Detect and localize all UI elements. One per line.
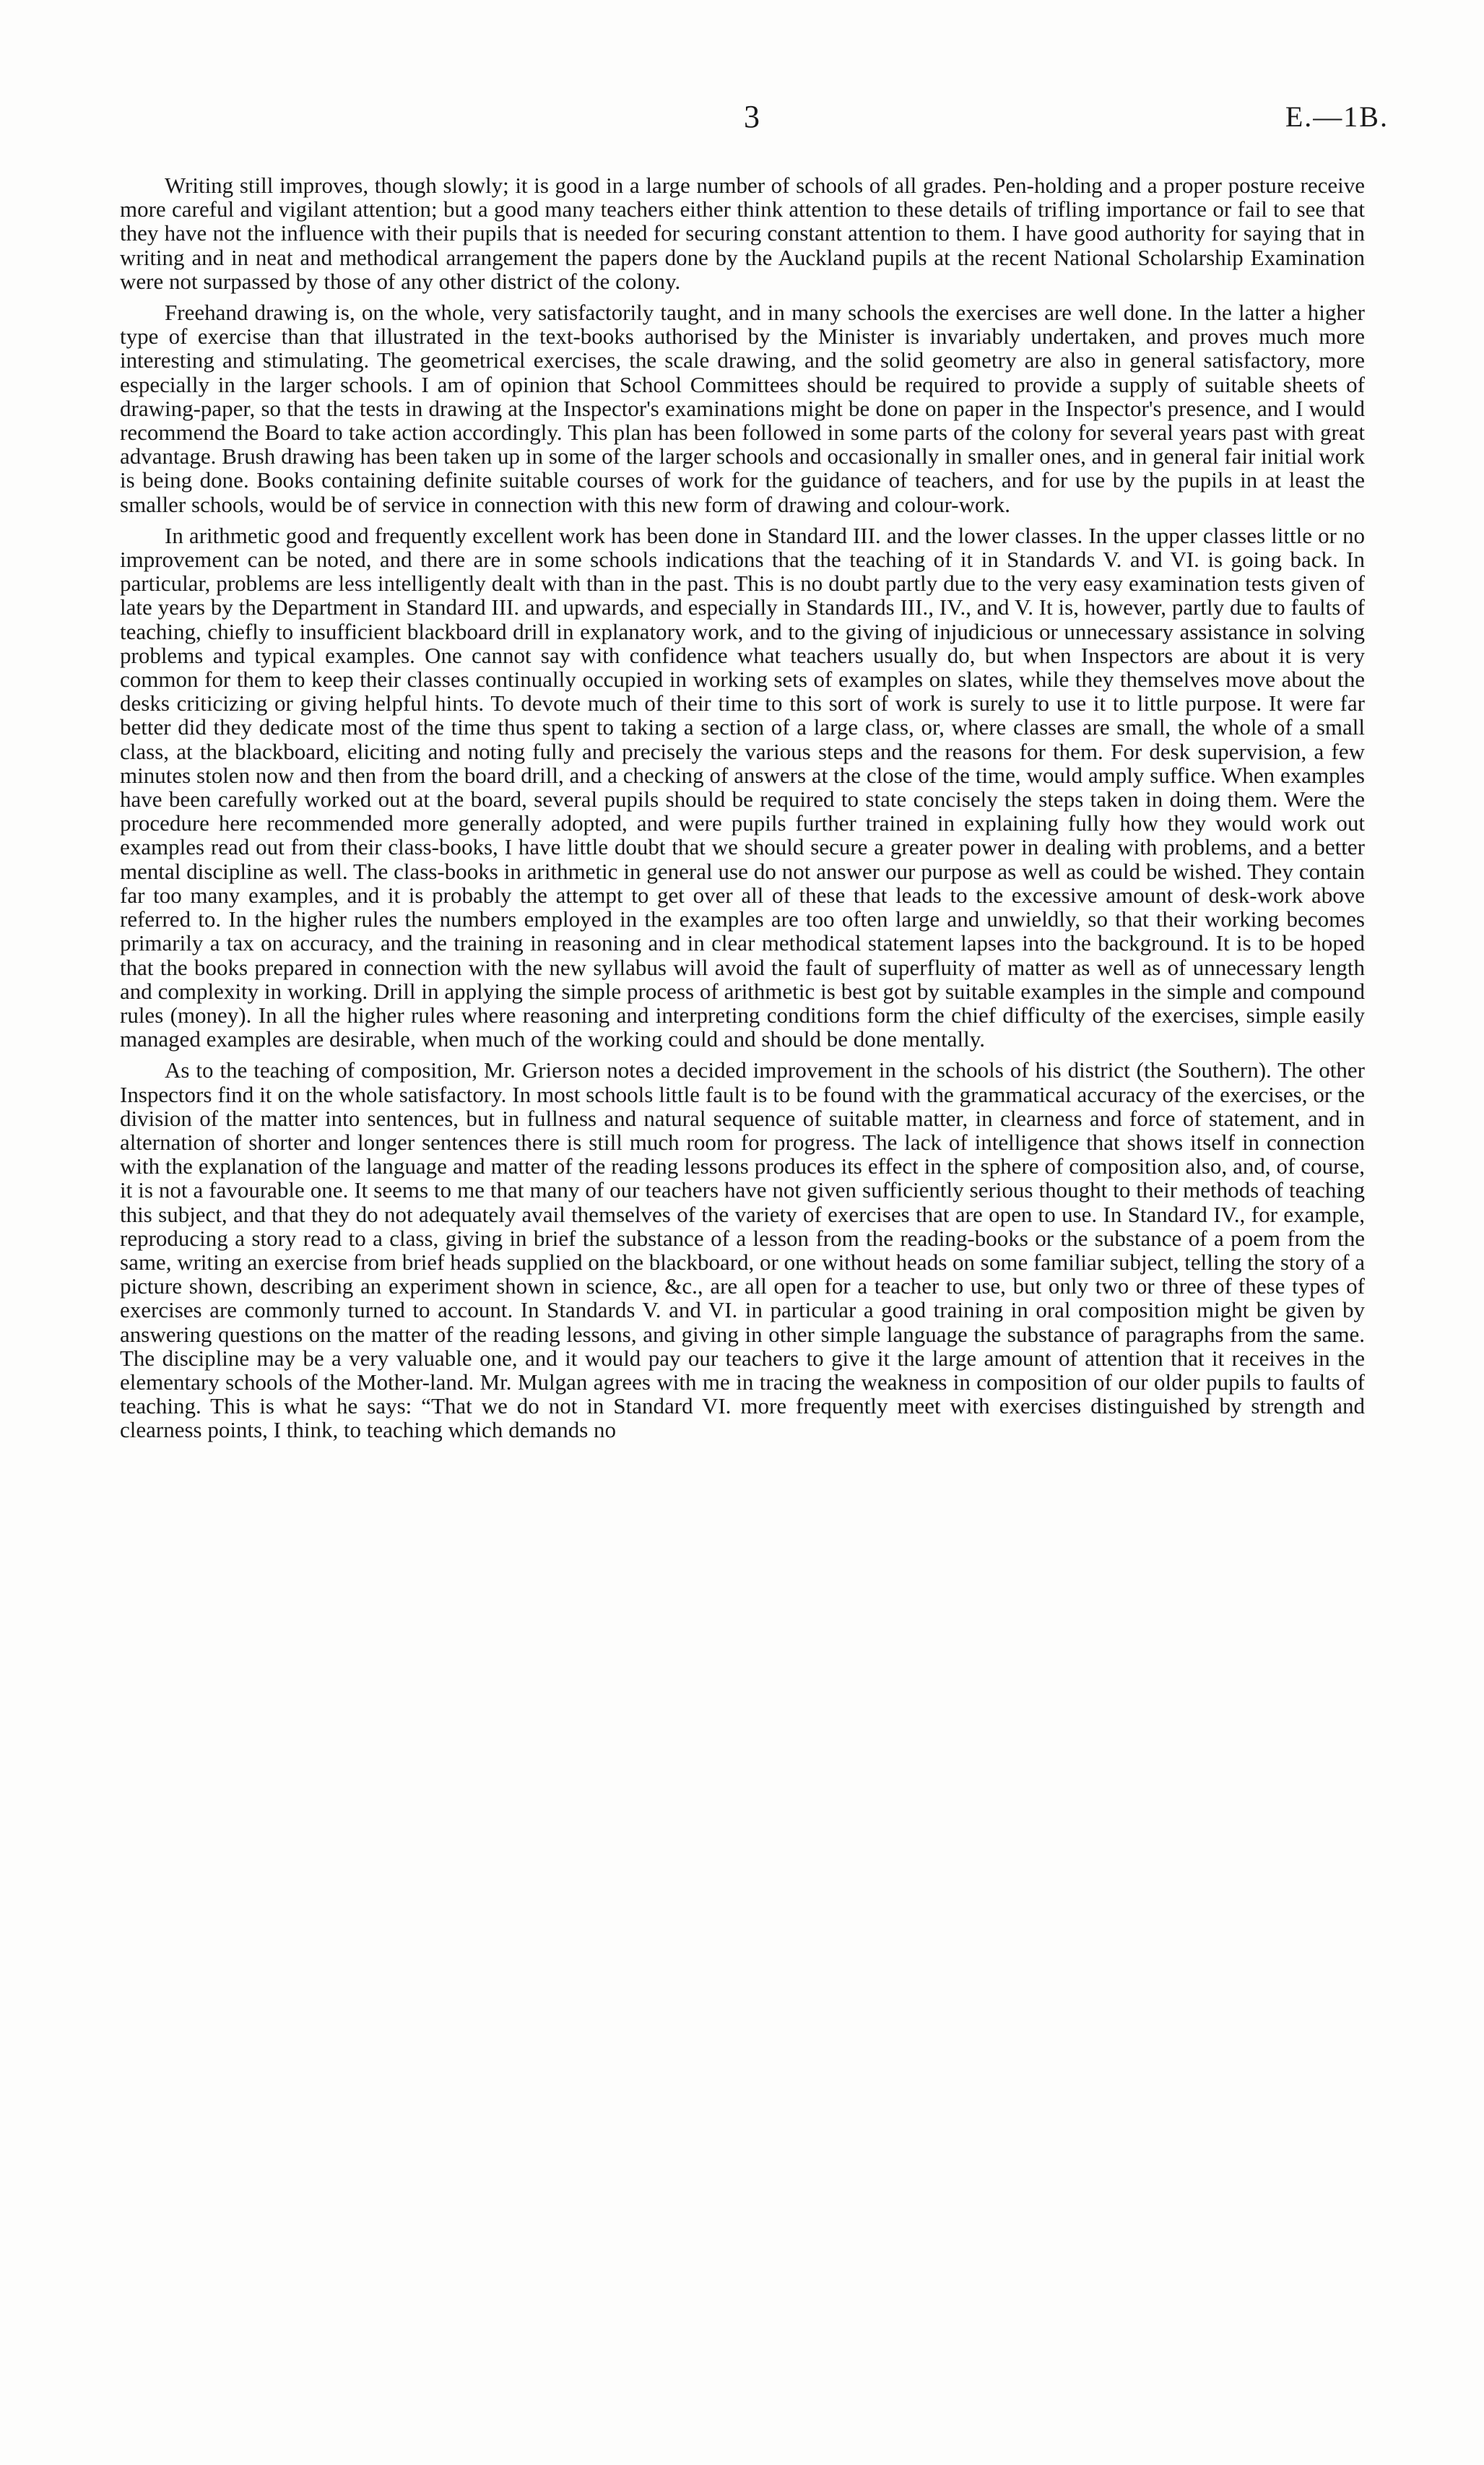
- document-code: E.—1B.: [1285, 100, 1389, 133]
- paragraph-writing: Writing still improves, though slowly; it is good in a large number of schools of all grades. Pen-holding and a proper posture receive more careful and vigilant attention; but a good many teachers either think attention to these details of trifling importance or fail to see that they have not the influence with their pupils that is needed for securing constant attention to them. I have good authority for saying that in writing and in neat and methodical arrangement the papers done by the Auckland pupils at the recent National Scholarship Examination were not surpassed by those of any other district of the colony.: [120, 173, 1365, 294]
- page-header: [0, 95, 1484, 139]
- paragraph-composition: As to the teaching of composition, Mr. Grierson notes a decided improvement in the schools of his district (the Southern). The other Inspectors find it on the whole satisfactory. In most schools little fault is to be found with the grammatical accuracy of the exercises, or the division of the matter into sentences, but in fullness and natural sequence of suitable matter, in clearness and force of statement, and in alternation of shorter and longer sentences there is still much room for progress. The lack of intelligence that shows itself in connection with the explanation of the language and matter of the reading lessons produces its effect in the sphere of composition also, and, of course, it is not a favourable one. It seems to me that many of our teachers have not given sufficiently serious thought to their methods of teaching this subject, and that they do not adequately avail themselves of the variety of exercises that are open to use. In Standard IV., for example, reproducing a story read to a class, giving in brief the substance of a lesson from the reading-books or the substance of a poem from the same, writing an exercise from brief heads supplied on the blackboard, or one without heads on some familiar subject, telling the story of a picture shown, describing an experiment shown in science, &c., are all open for a teacher to use, but only two or three of these types of exercises are commonly turned to account. In Standards V. and VI. in particular a good training in oral composition might be given by answering questions on the matter of the reading lessons, and giving in other simple language the substance of paragraphs from the same. The discipline may be a very valuable one, and it would pay our teachers to give it the large amount of attention that it receives in the elementary schools of the Mother-land. Mr. Mulgan agrees with me in tracing the weakness in composition of our older pupils to faults of teaching. This is what he says: “That we do not in Standard VI. more frequently meet with exercises distinguished by strength and clearness points, I think, to teaching which demands no: [120, 1057, 1365, 1443]
- paragraph-arithmetic: In arithmetic good and frequently excellent work has been done in Standard III. and the lower classes. In the upper classes little or no improvement can be noted, and there are in some schools indications that the teaching of it in Standards V. and VI. is going back. In particular, problems are less intelligently dealt with than in the past. This is no doubt partly due to the very easy examination tests given of late years by the Department in Standard III. and upwards, and especially in Standards III., IV., and V. It is, however, partly due to faults of teaching, chiefly to insufficient blackboard drill in explanatory work, and to the giving of injudicious or unnecessary assistance in solving problems and typical examples. One cannot say with confidence what teachers usually do, but when Inspectors are about it is very common for them to keep their classes continually occupied in working sets of examples on slates, while they themselves move about the desks criticizing or giving helpful hints. To devote much of their time to this sort of work is surely to use it to little purpose. It were far better did they dedicate most of the time thus spent to taking a section of a large class, or, where classes are small, the whole of a small class, at the blackboard, eliciting and noting fully and precisely the various steps and the reasons for them. For desk supervision, a few minutes stolen now and then from the board drill, and a checking of answers at the close of the time, would amply suffice. When examples have been carefully worked out at the board, several pupils should be required to state concisely the steps taken in doing them. Were the procedure here recommended more generally adopted, and were pupils further trained in explaining fully how they would work out examples read out from their class-books, I have little doubt that we should secure a greater power in dealing with problems, and a better mental discipline as well. The class-books in arithmetic in general use do not answer our purpose as well as could be wished. They contain far too many examples, and it is probably the attempt to get over all of these that leads to the excessive amount of desk-work above referred to. In the higher rules the numbers employed in the examples are too often large and unwieldly, so that their working becomes primarily a tax on accuracy, and the training in reasoning and in clear methodical statement lapses into the background. It is to be hoped that the books prepared in connection with the new syllabus will avoid the fault of superfluity of matter as well as of unnecessary length and complexity in working. Drill in applying the simple process of arithmetic is best got by suitable examples in the simple and compound rules (money). In all the higher rules where reasoning and interpreting conditions form the chief difficulty of the exercises, simple easily managed examples are desirable, when much of the working could and should be done mentally.: [120, 522, 1365, 1052]
- page-number: 3: [744, 99, 760, 134]
- body-text: [120, 173, 1365, 1450]
- paragraph-drawing: Freehand drawing is, on the whole, very satisfactorily taught, and in many schools the exercises are well done. In the latter a higher type of exercise than that illustrated in the text-books authorised by the Minister is invariably undertaken, and proves much more interesting and stimulating. The geometrical exercises, the scale drawing, and the solid geometry are also in general satisfactory, more especially in the larger schools. I am of opinion that School Committees should be required to provide a supply of suitable sheets of drawing-paper, so that the tests in drawing at the Inspector's examinations might be done on paper in the Inspector's presence, and I would recommend the Board to take action accordingly. This plan has been followed in some parts of the colony for several years past with great advantage. Brush drawing has been taken up in some of the larger schools and occasionally in smaller ones, and in general fair initial work is being done. Books containing definite suitable courses of work for the guidance of teachers, and for use by the pupils in at least the smaller schools, would be of service in connection with this new form of drawing and colour-work.: [120, 300, 1365, 517]
